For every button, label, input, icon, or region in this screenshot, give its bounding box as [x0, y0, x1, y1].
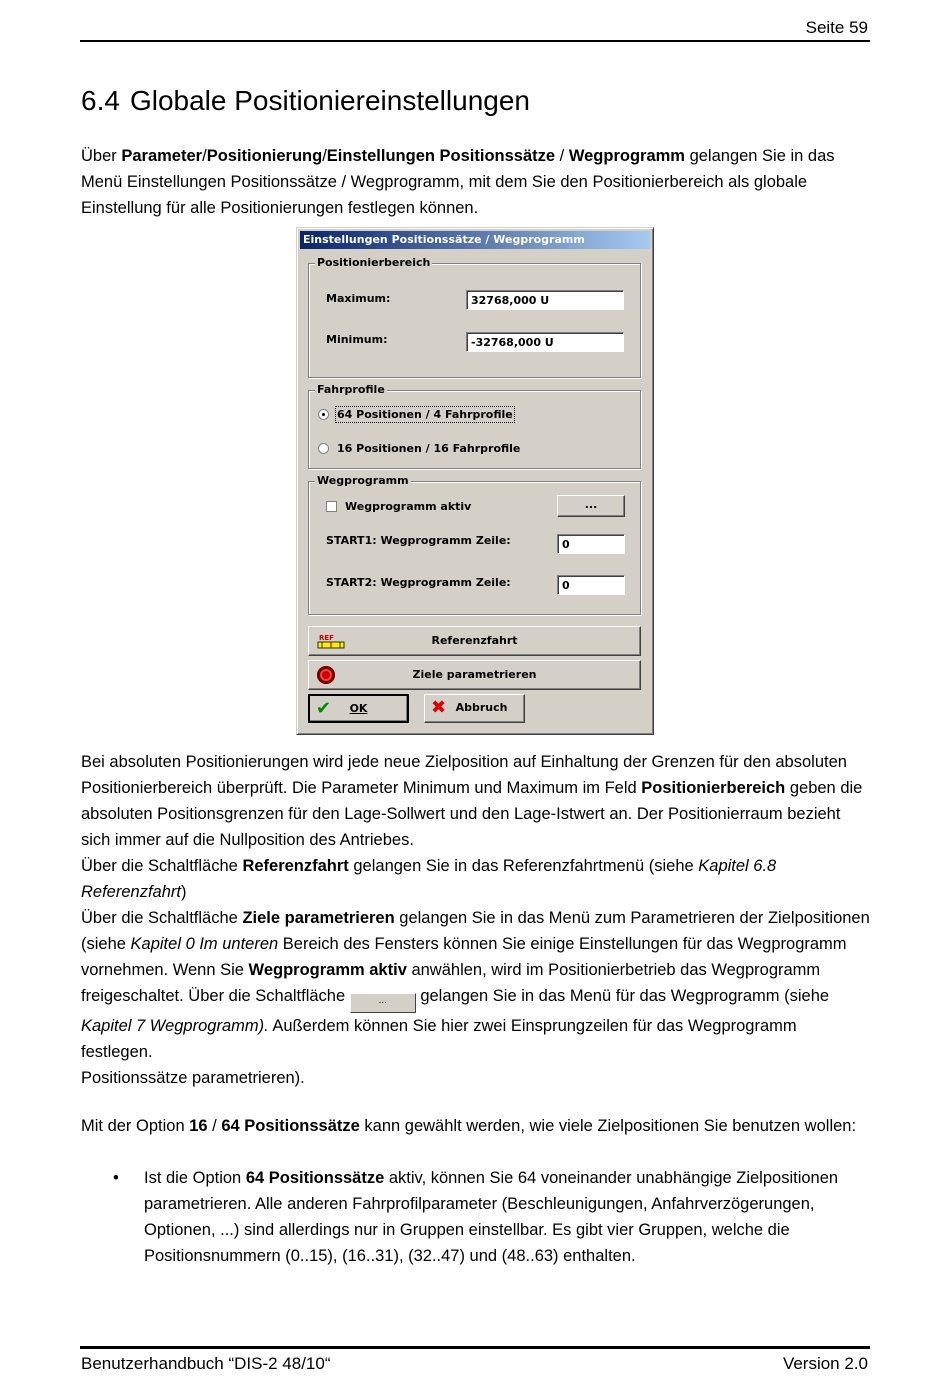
checkmark-icon: ✔	[316, 698, 332, 719]
page-number: Seite 59	[805, 18, 868, 37]
section-number: 6.4	[81, 85, 120, 116]
minimum-field[interactable]: -32768,000 U	[466, 332, 624, 352]
fahrprofile-group	[308, 383, 641, 469]
group-legend: Fahrprofile	[317, 383, 385, 396]
radio-16-label[interactable]: 16 Positionen / 16 Fahrprofile	[337, 442, 521, 455]
start2-field[interactable]: 0	[557, 575, 625, 595]
start1-label: START1: Wegprogramm Zeile:	[326, 534, 511, 547]
ziele-parametrieren-button[interactable]	[308, 660, 641, 690]
body-text: Bereich des Fensters können Sie einige Einstellungen für das Wegprogramm vornehmen. Wenn Sie	[81, 935, 847, 979]
footer-version: Version 2.0	[782, 1354, 868, 1373]
group-legend: Wegprogramm	[317, 474, 409, 487]
radio-16-positionen[interactable]	[318, 443, 329, 454]
separator: /	[202, 147, 207, 165]
term-referenzfahrt: Referenzfahrt	[242, 857, 349, 875]
term-64-positionssaetze: 64 Positionssätze	[221, 1117, 360, 1135]
body-paragraph-1	[81, 749, 871, 1091]
ziele-parametrieren-label: Ziele parametrieren	[412, 668, 537, 681]
body-paragraph-2	[81, 1113, 871, 1139]
term-positionierbereich: Positionierbereich	[641, 779, 786, 797]
chapter-ref: Kapitel 0 Im unteren	[130, 935, 279, 953]
minimum-label: Minimum:	[326, 333, 388, 346]
bullet-text	[144, 1165, 864, 1269]
term-64-positionssaetze: 64 Positionssätze	[245, 1169, 385, 1187]
settings-dialog	[296, 227, 654, 735]
body-text: )	[180, 883, 187, 901]
body-text: Außerdem können Sie hier zwei Einsprungzeilen für das Wegprogramm festlegen.	[81, 1017, 797, 1061]
radio-64-positionen[interactable]	[318, 409, 329, 420]
separator: /	[322, 147, 327, 165]
wegprogramm-aktiv-checkbox[interactable]	[326, 501, 337, 512]
body-text: Über die Schaltfläche	[81, 909, 243, 927]
referenzfahrt-button[interactable]	[308, 626, 641, 656]
ref-icon	[317, 633, 345, 649]
target-icon	[317, 666, 335, 684]
body-text: aktiv, können Sie 64 voneinander unabhängige Zielpositionen parametrieren. Alle anderen Fahrprofilparameter (Beschleunigungen, Anfahrverzögerungen, Optionen, ...) sind allerdings nur in Gruppen einstellbar. Es gibt vier Gruppen, welche die Positionsnummern (0..15), (16..31), (32..47) und (48..63) enthalten.	[144, 1169, 839, 1265]
chapter-ref: Kapitel 6.8 Referenzfahrt	[81, 857, 777, 901]
positionierbereich-group	[308, 256, 641, 378]
body-text: kann gewählt werden, wie viele Zielpositionen Sie benutzen wollen:	[359, 1117, 857, 1135]
term-wegprogramm-aktiv: Wegprogramm aktiv	[248, 961, 407, 979]
bullet-dot: •	[113, 1169, 119, 1187]
wegprogramm-group	[308, 474, 641, 615]
term-ziele: Ziele parametrieren	[242, 909, 395, 927]
dialog-titlebar: Einstellungen Positionssätze / Wegprogramm	[300, 231, 650, 249]
ok-button[interactable]	[308, 694, 409, 723]
separator: /	[555, 147, 569, 165]
intro-text: gelangen Sie in das Menü Einstellungen Positionssätze / Wegprogramm, mit dem Sie den Positionierbereich als globale Einstellung für alle Positionierungen festlegen können.	[81, 147, 835, 217]
wegprogramm-dots-button[interactable]: ...	[557, 495, 625, 517]
start2-label: START2: Wegprogramm Zeile:	[326, 576, 511, 589]
body-text: /	[207, 1117, 222, 1135]
body-text: Positionssätze parametrieren).	[81, 1069, 305, 1087]
body-text: gelangen Sie in das Menü für das Wegprogramm (siehe	[415, 987, 830, 1005]
radio-64-label[interactable]: 64 Positionen / 4 Fahrprofile	[337, 408, 513, 421]
body-text: gelangen Sie in das Menü zum Parametrieren der Zielpositionen (siehe	[81, 909, 870, 953]
menu-positionierung: Positionierung	[206, 147, 323, 165]
intro-text: Über	[81, 147, 122, 165]
header-rule	[80, 40, 870, 42]
footer-rule	[80, 1346, 870, 1349]
section-title: Globale Positioniereinstellungen	[129, 85, 530, 116]
maximum-label: Maximum:	[326, 292, 391, 305]
ref-icon-text: REF	[319, 634, 334, 642]
group-legend: Positionierbereich	[317, 256, 431, 269]
term-16: 16	[189, 1117, 208, 1135]
section-heading	[81, 85, 530, 117]
body-text: Mit der Option	[81, 1117, 190, 1135]
cross-icon: ✖	[431, 697, 447, 718]
menu-parameter: Parameter	[121, 147, 203, 165]
referenzfahrt-label: Referenzfahrt	[431, 634, 518, 647]
body-text: Bei absoluten Positionierungen wird jede neue Zielposition auf Einhaltung der Grenzen für den absoluten Positionierbereich überprüft. Die Parameter Minimum und Maximum im Feld	[81, 753, 847, 797]
abbruch-label: Abbruch	[455, 701, 508, 714]
body-text: geben die absoluten Positionsgrenzen für den Lage-Sollwert und den Lage-Istwert an. Der Positionierraum bezieht sich immer auf die Nullposition des Antriebes.	[81, 779, 863, 849]
menu-einstellungen: Einstellungen Positionssätze	[326, 147, 556, 165]
inline-dots-button: ...	[350, 993, 416, 1013]
abbruch-button[interactable]	[424, 694, 525, 723]
body-text: gelangen Sie in das Referenzfahrtmenü (siehe	[348, 857, 699, 875]
wegprogramm-aktiv-label[interactable]: Wegprogramm aktiv	[345, 500, 472, 513]
start1-field[interactable]: 0	[557, 534, 625, 554]
body-text: Ist die Option	[144, 1169, 246, 1187]
menu-wegprogramm: Wegprogramm	[568, 147, 685, 165]
intro-paragraph	[81, 143, 871, 221]
footer-title: Benutzerhandbuch “DIS-2 48/10“	[81, 1354, 331, 1373]
chapter-ref: Kapitel 7 Wegprogramm).	[81, 1017, 269, 1035]
maximum-field[interactable]: 32768,000 U	[466, 290, 624, 310]
body-text: Über die Schaltfläche	[81, 857, 243, 875]
ok-label: OK	[349, 702, 368, 715]
body-text: anwählen, wird im Positionierbetrieb das Wegprogramm freigeschaltet. Über die Schaltfläche	[81, 961, 821, 1005]
